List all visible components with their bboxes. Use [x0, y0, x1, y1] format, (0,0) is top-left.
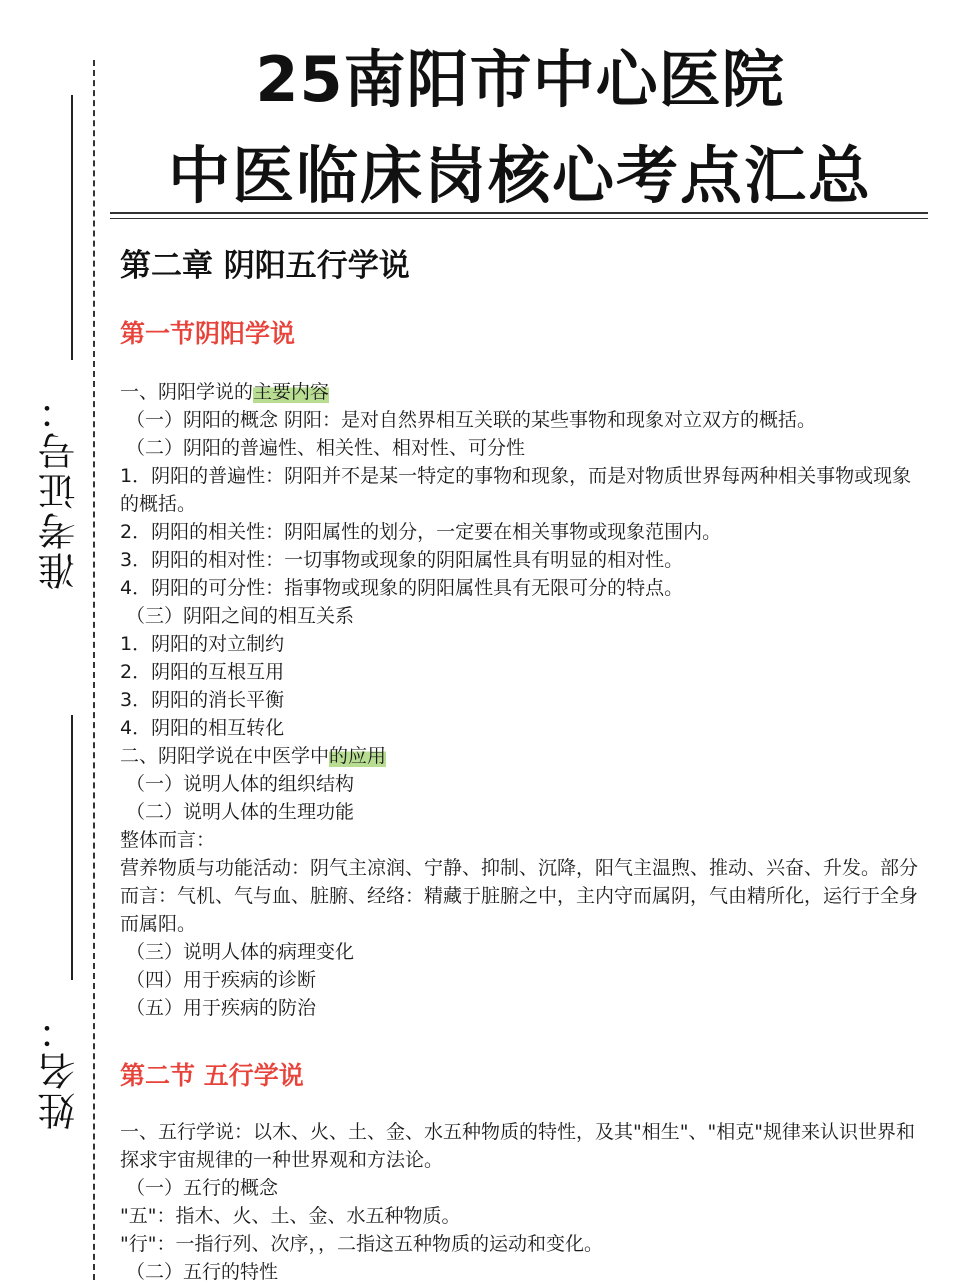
- content-line: （一）阴阳的概念 阴阳：是对自然界相互关联的某些事物和现象对立双方的概括。: [126, 409, 817, 431]
- section-2-title: 第二节 五行学说: [120, 1061, 304, 1090]
- content-line: 4．阴阳的可分性：指事物或现象的阴阳属性具有无限可分的特点。: [120, 577, 684, 599]
- highlight-main-content: 主要内容: [253, 381, 330, 403]
- title-line-2: 中医临床岗核心考点汇总: [167, 139, 872, 212]
- chapter-title: 第二章 阴阳五行学说: [120, 248, 410, 284]
- ticket-number-line: [71, 95, 73, 360]
- header-rule-thick: [110, 212, 928, 214]
- content-line: 一、五行学说：以木、火、土、金、水五种物质的特性，及其"相生"、"相克"规律来认识世界和探求宇宙规律的一种世界观和方法论。: [120, 1121, 915, 1171]
- content-line: （三）说明人体的病理变化: [126, 941, 355, 963]
- content-line: （二）说明人体的生理功能: [126, 801, 355, 823]
- content-line: 1．阴阳的对立制约: [120, 633, 285, 655]
- binding-dashed-line: [93, 60, 95, 1280]
- content-line: （一）说明人体的组织结构: [126, 773, 355, 795]
- ticket-number-label: 准考证号：: [38, 390, 82, 590]
- section-1-content: [120, 378, 925, 1022]
- content-line: （一）五行的概念: [126, 1177, 279, 1199]
- name-label: 姓名：: [38, 1010, 82, 1130]
- content-line: 4．阴阳的相互转化: [120, 717, 285, 739]
- content-line: （五）用于疾病的防治: [126, 997, 317, 1019]
- content-line: 一、阴阳学说的主要内容: [120, 381, 330, 403]
- highlight-application: 的应用: [329, 745, 387, 767]
- content-line: 3．阴阳的消长平衡: [120, 689, 285, 711]
- header-rule-thin: [110, 218, 928, 219]
- content-line: 3．阴阳的相对性：一切事物或现象的阴阳属性具有明显的相对性。: [120, 549, 684, 571]
- content-line: （二）五行的特性: [126, 1261, 279, 1283]
- content-line: 2．阴阳的互根互用: [120, 661, 285, 683]
- content-line: （二）阴阳的普遍性、相关性、相对性、可分性: [126, 437, 526, 459]
- section-1-title: 第一节阴阳学说: [120, 319, 296, 348]
- content-line: "五"：指木、火、土、金、水五种物质。: [120, 1205, 461, 1227]
- title-line-1: 25南阳市中心医院: [255, 43, 785, 116]
- content-line: （四）用于疾病的诊断: [126, 969, 317, 991]
- section-2-content: [120, 1118, 925, 1286]
- content-line: 2．阴阳的相关性：阴阳属性的划分，一定要在相关事物或现象范围内。: [120, 521, 722, 543]
- content-line: 二、阴阳学说在中医学中的应用: [120, 745, 387, 767]
- name-line: [71, 715, 73, 980]
- content-line: （三）阴阳之间的相互关系: [126, 605, 355, 627]
- content-line: "行"：一指行列、次序，，二指这五种物质的运动和变化。: [120, 1233, 603, 1255]
- content-line: 整体而言：: [120, 829, 216, 851]
- content-line: 1．阴阳的普遍性：阴阳并不是某一特定的事物和现象，而是对物质世界每两种相关事物或现象的概括。: [120, 465, 912, 515]
- content-line: 营养物质与功能活动：阴气主凉润、宁静、抑制、沉降，阳气主温煦、推动、兴奋、升发。部分而言：气机、气与血、脏腑、经络：精藏于脏腑之中，主内守而属阴，气由精所化，运行于全身而属阳。: [120, 857, 919, 935]
